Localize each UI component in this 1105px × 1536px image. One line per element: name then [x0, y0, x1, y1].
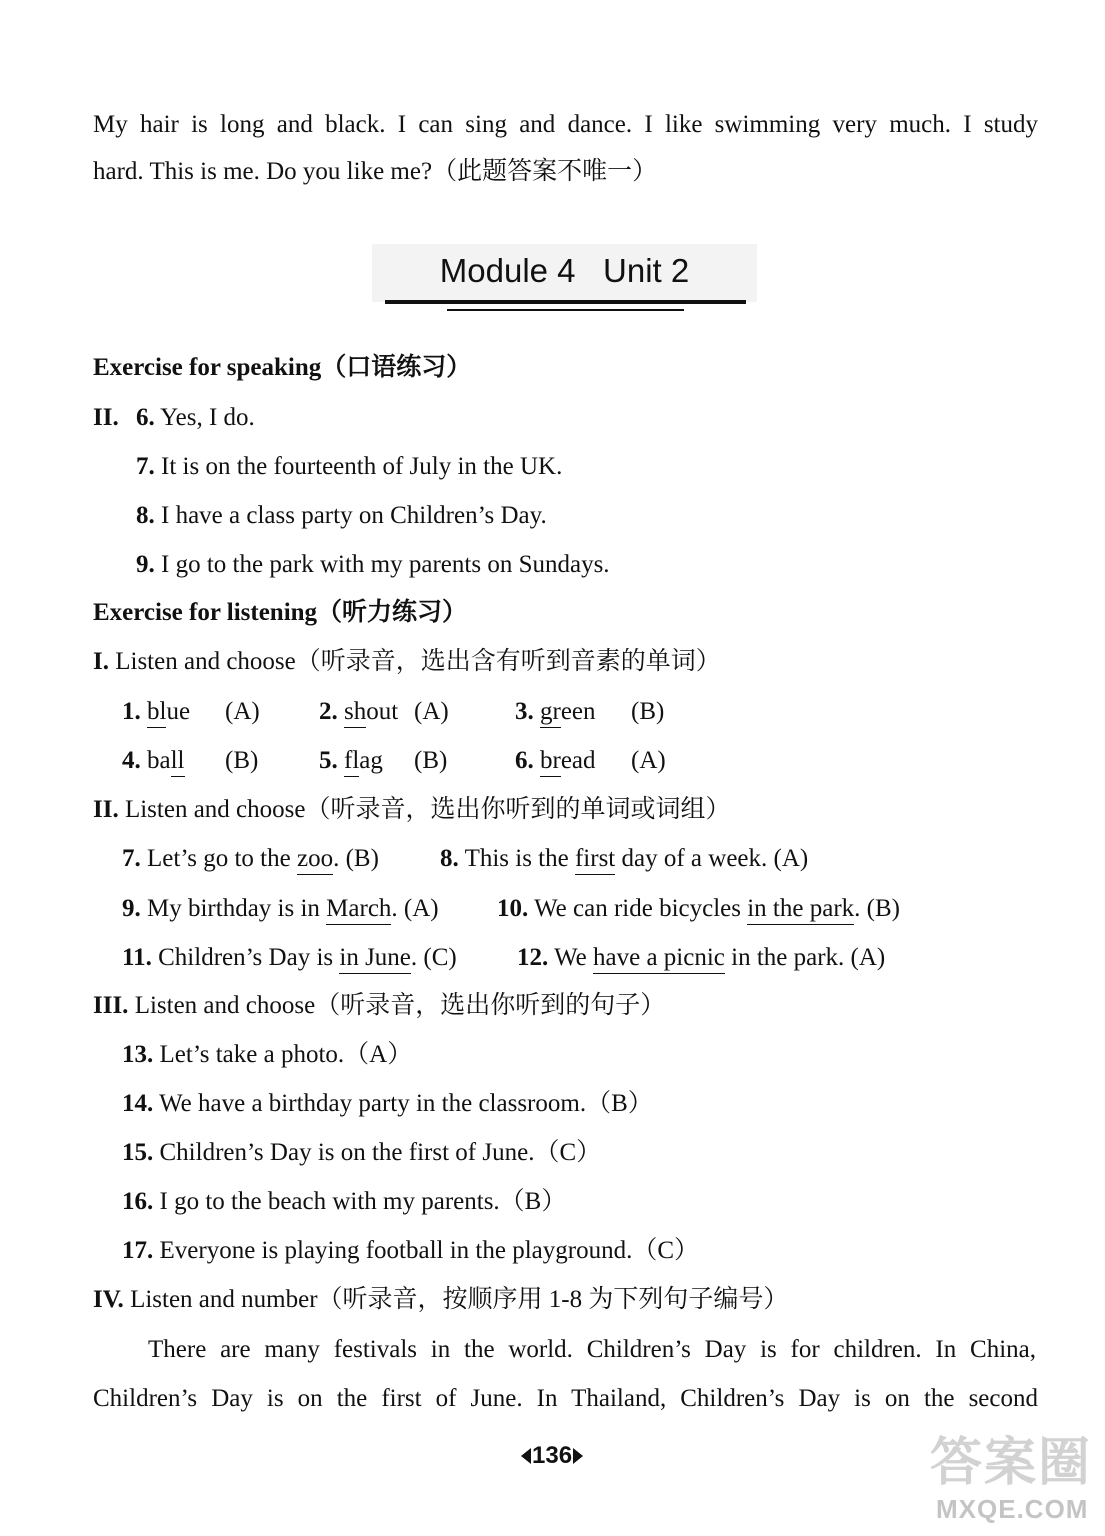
section-number: IV.	[93, 1286, 124, 1313]
part-4-title-row	[93, 1287, 788, 1312]
item-number: 14.	[122, 1090, 154, 1117]
list-item	[122, 1238, 699, 1263]
item-number: 10.	[497, 895, 529, 922]
underlined-phoneme: ll	[171, 747, 185, 777]
phonics-answer: (A)	[225, 698, 260, 725]
phonics-item: 3. green	[515, 699, 596, 724]
section-number: I.	[93, 648, 109, 675]
underlined-answer: zoo	[297, 845, 333, 875]
underlined-answer: March	[326, 895, 391, 925]
speaking-heading: Exercise for speaking（口语练习）	[93, 354, 472, 381]
item-number: 8.	[136, 502, 155, 529]
part-1-title-row	[93, 649, 721, 674]
phonics-answer: (A)	[414, 698, 449, 725]
underlined-answer: have a picnic	[593, 944, 725, 974]
underlined-phoneme: gr	[540, 698, 561, 728]
section-title: Listen and choose（听录音，选出你听到的单词或词组）	[124, 796, 731, 823]
item-number: 6.	[136, 404, 155, 431]
item-number: 9.	[122, 895, 141, 922]
title-underline-thin	[447, 309, 684, 311]
phonics-item: 2. shout	[319, 699, 398, 724]
item-number: 2.	[319, 698, 338, 725]
phonics-item: 1. blue	[122, 699, 190, 724]
item-number: 4.	[122, 747, 141, 774]
item-number: 3.	[515, 698, 534, 725]
watermark-logo	[930, 1420, 1100, 1528]
page-number	[521, 1442, 583, 1470]
item-text: I go to the park with my parents on Sundays.	[161, 551, 610, 578]
passage-line-1: There are many festivals in the world. Children’s Day is for children. In China,	[148, 1336, 1036, 1363]
section-title: Listen and choose（听录音，选出含有听到音素的单词）	[115, 648, 721, 675]
list-item: 8. This is the first day of a week. (A)	[440, 846, 808, 871]
item-text: Everyone is playing football in the playground.（C）	[159, 1237, 699, 1264]
item-number: 12.	[517, 944, 549, 971]
list-item: 10. We can ride bicycles in the park. (B)	[497, 896, 900, 921]
item-text: It is on the fourteenth of July in the UK.	[161, 453, 563, 480]
list-item	[122, 1042, 412, 1067]
list-item	[136, 454, 562, 479]
phonics-item: 4. ball	[122, 748, 185, 773]
item-number: 7.	[122, 845, 141, 872]
list-item: 7. Let’s go to the zoo. (B)	[122, 846, 379, 871]
list-item	[136, 503, 547, 528]
underlined-answer: first	[575, 845, 615, 875]
intro-line-2: hard. This is me. Do you like me?（此题答案不唯一）	[93, 158, 658, 185]
item-number: 7.	[136, 453, 155, 480]
underlined-phoneme: br	[540, 747, 561, 777]
item-number: 17.	[122, 1237, 154, 1264]
list-item: 11. Children’s Day is in June. (C)	[122, 945, 457, 970]
item-number: 9.	[136, 551, 155, 578]
list-item	[122, 1189, 566, 1214]
list-item	[122, 1091, 653, 1116]
section-title: Listen and choose（听录音，选出你听到的句子）	[134, 992, 666, 1019]
item-number: 6.	[515, 747, 534, 774]
part-2-title-row	[93, 797, 730, 822]
module-title: Module 4 Unit 2	[439, 252, 690, 289]
list-item	[122, 1140, 601, 1165]
underlined-phoneme: fl	[344, 747, 359, 777]
list-item	[136, 552, 610, 577]
item-number: 11.	[122, 944, 152, 971]
item-text: I go to the beach with my parents.（B）	[159, 1188, 567, 1215]
title-underline-thick	[385, 300, 746, 304]
listening-heading: Exercise for listening（听力练习）	[93, 599, 468, 626]
page-number-text: 136	[532, 1442, 573, 1469]
section-title: Listen and number（听录音，按顺序用 1-8 为下列句子编号）	[130, 1286, 789, 1313]
section-number: II.	[93, 404, 119, 431]
item-text: Let’s take a photo.（A）	[159, 1041, 413, 1068]
item-number: 15.	[122, 1139, 154, 1166]
underlined-phoneme: sh	[344, 698, 366, 728]
watermark-url: MXQE.COM	[936, 1494, 1089, 1524]
phonics-answer: (A)	[631, 747, 666, 774]
passage-line-2: Children’s Day is on the first of June. In Thailand, Children’s Day is on the second	[93, 1385, 1038, 1412]
item-text: I have a class party on Children’s Day.	[161, 502, 547, 529]
list-item: 12. We have a picnic in the park. (A)	[517, 945, 885, 970]
triangle-left-icon	[521, 1448, 531, 1464]
list-item	[136, 405, 255, 430]
item-number: 1.	[122, 698, 141, 725]
phonics-item: 6. bread	[515, 748, 596, 773]
item-number: 13.	[122, 1041, 154, 1068]
triangle-right-icon	[573, 1448, 583, 1464]
item-text: Children’s Day is on the first of June.（C）	[159, 1139, 602, 1166]
watermark-chinese: 答案圈	[930, 1434, 1093, 1492]
phonics-answer: (B)	[414, 747, 448, 774]
section-number: II.	[93, 796, 119, 823]
item-text: Yes, I do.	[160, 404, 255, 431]
underlined-answer: in June	[339, 944, 411, 974]
item-number: 16.	[122, 1188, 154, 1215]
phonics-answer: (B)	[631, 698, 665, 725]
item-text: We have a birthday party in the classroom.（B）	[159, 1090, 653, 1117]
item-number: 5.	[319, 747, 338, 774]
phonics-answer: (B)	[225, 747, 259, 774]
intro-line-1: My hair is long and black. I can sing and dance. I like swimming very much. I study	[93, 111, 1038, 138]
underlined-answer: in the park	[747, 895, 854, 925]
section-number: III.	[93, 992, 129, 1019]
part-3-title-row	[93, 993, 665, 1018]
speaking-section-ii	[93, 405, 119, 430]
item-number: 8.	[440, 845, 459, 872]
list-item: 9. My birthday is in March. (A)	[122, 896, 439, 921]
underlined-phoneme: bl	[147, 698, 166, 728]
phonics-item: 5. flag	[319, 748, 383, 773]
